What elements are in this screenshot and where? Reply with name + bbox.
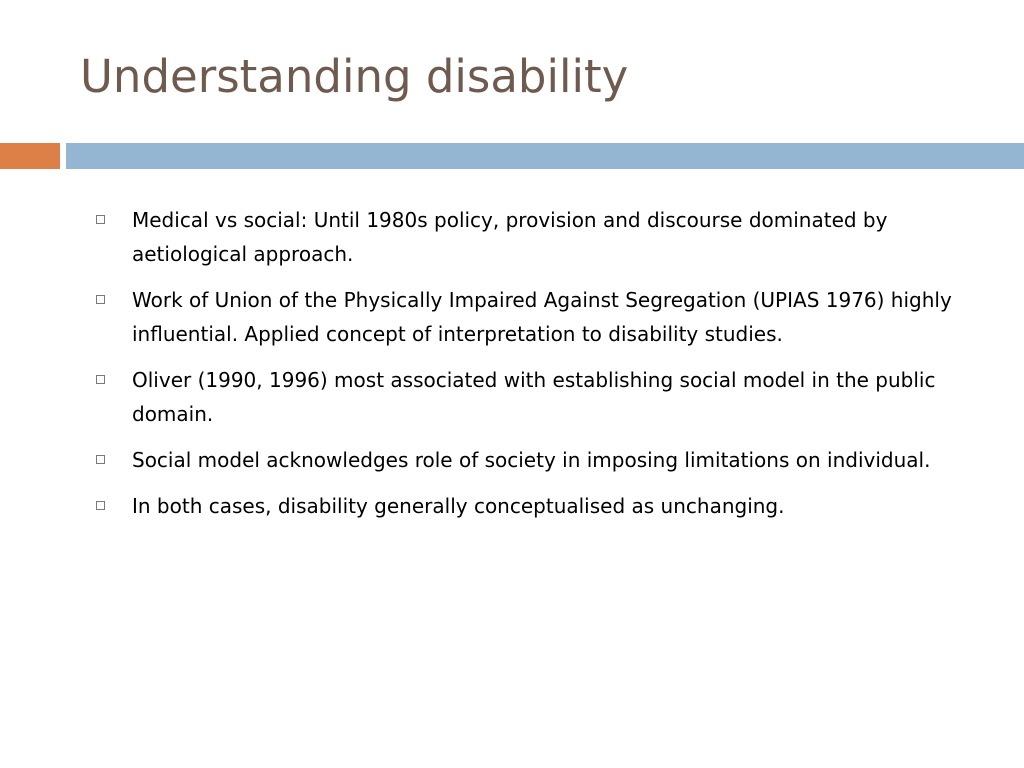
hollow-square-icon [96,501,105,510]
bullet-text: Oliver (1990, 1996) most associated with establishing social model in the public domain. [132,368,936,426]
divider-accent-bar [0,143,60,169]
slide-title: Understanding disability [80,50,629,103]
title-divider [0,143,1024,169]
bullet-text: In both cases, disability generally conceptualised as unchanging. [132,494,785,518]
hollow-square-icon [96,215,105,224]
bullet-item [96,283,996,351]
bullet-item [96,443,996,477]
hollow-square-icon [96,295,105,304]
bullet-item [96,489,996,523]
bullet-text: Social model acknowledges role of society in imposing limitations on individual. [132,448,931,472]
bullet-list [96,203,996,535]
bullet-text: Work of Union of the Physically Impaired Against Segregation (UPIAS 1976) highly influential. Applied concept of interpretation to disability studies. [132,288,952,346]
hollow-square-icon [96,455,105,464]
hollow-square-icon [96,375,105,384]
bullet-item [96,203,996,271]
bullet-item [96,363,996,431]
divider-main-bar [66,143,1024,169]
bullet-text: Medical vs social: Until 1980s policy, provision and discourse dominated by aetiological approach. [132,208,888,266]
